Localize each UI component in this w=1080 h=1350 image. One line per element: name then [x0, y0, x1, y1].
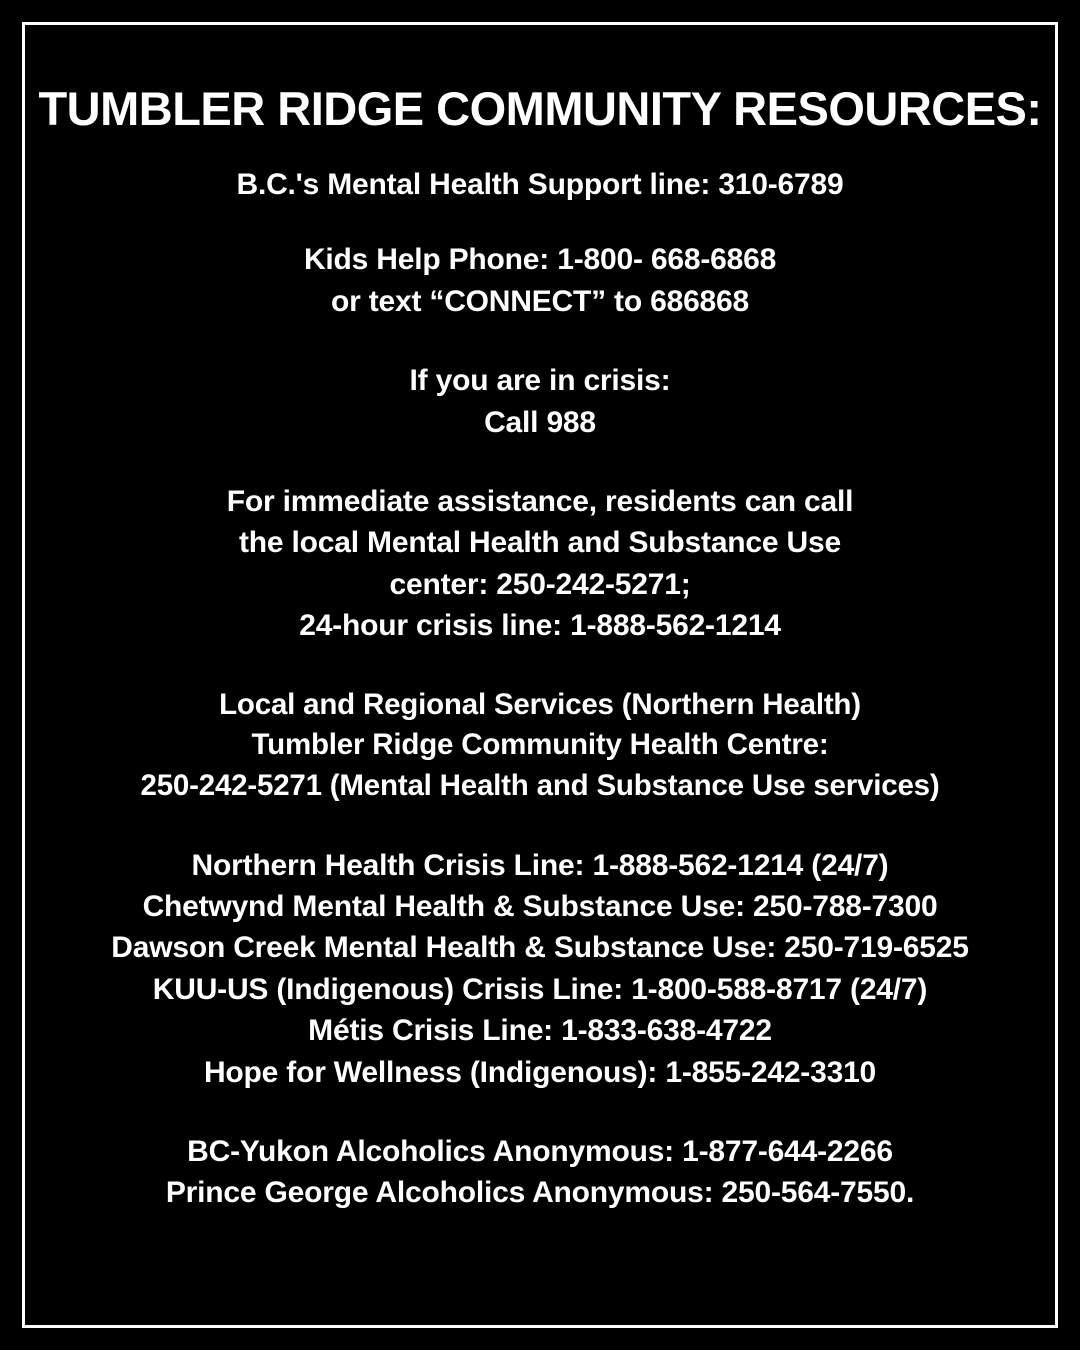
resource-line: Northern Health Crisis Line: 1-888-562-1214 (24/7) [191, 848, 889, 882]
resource-block-regional-crisis-lines [40, 845, 1040, 1093]
resource-line: B.C.'s Mental Health Support line: 310-6789 [236, 168, 844, 202]
resource-line: Hope for Wellness (Indigenous): 1-855-242-3310 [203, 1055, 877, 1089]
resource-line: For immediate assistance, residents can call [226, 485, 854, 518]
resource-line: Call 988 [484, 405, 596, 439]
resource-line: center: 250-242-5271; [389, 567, 691, 601]
resource-line: Tumbler Ridge Community Health Centre: [251, 728, 829, 762]
resource-line: BC-Yukon Alcoholics Anonymous: 1-877-644-2266 [187, 1135, 893, 1169]
resource-line: Métis Crisis Line: 1-833-638-4722 [308, 1014, 772, 1048]
resource-line: Chetwynd Mental Health & Substance Use: 250-788-7300 [142, 890, 938, 924]
resource-line: the local Mental Health and Substance Use [239, 526, 841, 560]
resource-block-kids-help-phone [40, 239, 1040, 322]
resource-line: or text “CONNECT” to 686868 [330, 284, 750, 318]
resource-line: Local and Regional Services (Northern Health) [219, 687, 861, 721]
page-title: TUMBLER RIDGE COMMUNITY RESOURCES: [38, 82, 1042, 135]
resource-block-local-regional-services [40, 685, 1040, 807]
resource-line: Kids Help Phone: 1-800- 668-6868 [303, 243, 777, 277]
resource-line: Prince George Alcoholics Anonymous: 250-564-7550. [165, 1176, 915, 1210]
resource-block-immediate-assistance [40, 481, 1040, 647]
resource-line: If you are in crisis: [409, 364, 671, 398]
resource-line: KUU-US (Indigenous) Crisis Line: 1-800-588-8717 (24/7) [152, 972, 928, 1006]
resource-line: 250-242-5271 (Mental Health and Substance Use services) [140, 768, 940, 802]
poster-content [40, 82, 1040, 1252]
resource-block-crisis-988 [40, 360, 1040, 443]
resource-block-alcoholics-anonymous [40, 1131, 1040, 1214]
resource-block-mental-health-support-line [40, 164, 1040, 205]
resource-line: 24-hour crisis line: 1-888-562-1214 [299, 609, 781, 643]
resource-line: Dawson Creek Mental Health & Substance Use: 250-719-6525 [111, 931, 969, 965]
